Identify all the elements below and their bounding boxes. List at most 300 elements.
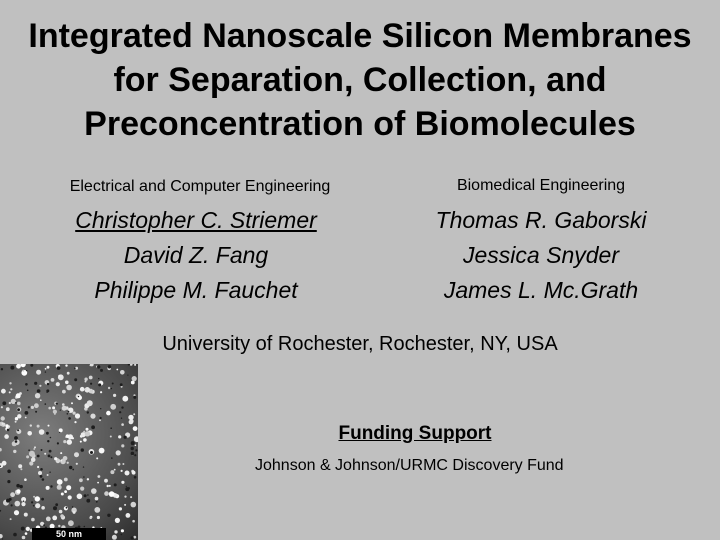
pore	[54, 457, 57, 460]
grain	[134, 454, 136, 456]
pore	[121, 529, 124, 532]
grain	[59, 432, 60, 433]
pore	[66, 485, 71, 490]
pore	[99, 419, 101, 421]
grain	[21, 527, 25, 531]
grain	[47, 383, 49, 385]
pore	[35, 503, 40, 508]
grain	[121, 406, 123, 408]
pore	[77, 395, 82, 400]
grain	[37, 389, 41, 393]
pore	[122, 463, 124, 465]
pore	[124, 504, 126, 506]
grain	[46, 432, 49, 435]
department-right: Biomedical Engineering	[456, 177, 626, 194]
grain	[7, 429, 10, 432]
pore	[133, 426, 138, 431]
pore	[65, 381, 69, 385]
pore	[104, 491, 109, 496]
pore	[17, 414, 21, 418]
grain	[6, 499, 10, 503]
pore	[31, 457, 36, 462]
grain	[68, 411, 70, 413]
pore	[36, 370, 41, 375]
pore	[22, 536, 26, 540]
pore	[135, 445, 137, 447]
pore	[124, 496, 126, 498]
grain	[11, 504, 13, 506]
grain	[27, 390, 29, 392]
grain	[90, 383, 92, 385]
grain	[47, 440, 49, 442]
pore	[97, 516, 100, 519]
grain	[14, 436, 18, 440]
grain	[119, 411, 121, 413]
grain	[67, 413, 69, 415]
pore	[14, 510, 19, 515]
pore	[83, 431, 85, 433]
grain	[50, 456, 52, 458]
membrane-micrograph	[0, 364, 138, 540]
pore	[61, 493, 64, 496]
pore	[34, 403, 39, 408]
grain	[111, 388, 113, 390]
grain	[40, 475, 43, 478]
author-right-1: Thomas R. Gaborski	[435, 207, 647, 233]
pore	[52, 406, 55, 409]
pore	[109, 491, 115, 497]
slide-title	[0, 14, 720, 146]
pore	[96, 457, 98, 459]
pore	[33, 496, 35, 498]
pore	[24, 513, 28, 517]
pore	[60, 452, 62, 454]
grain	[49, 450, 52, 453]
grain	[15, 440, 18, 443]
grain	[31, 501, 33, 503]
pore	[116, 369, 118, 371]
pore	[47, 474, 49, 476]
grain	[28, 406, 30, 408]
pore	[15, 421, 17, 423]
pore	[20, 364, 25, 367]
pore	[26, 527, 30, 531]
pore	[33, 448, 35, 450]
pore	[57, 485, 62, 490]
grain	[26, 370, 27, 371]
funding-heading: Funding Support	[338, 423, 492, 444]
grain	[128, 364, 130, 366]
pore	[110, 470, 114, 474]
title-line-1: Integrated Nanoscale Silicon Membranes	[28, 17, 692, 55]
pore	[16, 489, 20, 493]
pore	[132, 520, 135, 523]
grain	[90, 451, 93, 454]
pore	[68, 495, 72, 499]
pore	[74, 452, 79, 457]
pore	[66, 385, 72, 391]
grain	[66, 507, 68, 509]
pore	[45, 368, 47, 370]
pore	[131, 381, 135, 385]
grain	[7, 470, 11, 474]
grain	[16, 484, 20, 488]
pore	[16, 364, 21, 369]
pore	[80, 387, 85, 392]
pore	[39, 385, 41, 387]
pore	[46, 486, 50, 490]
pore	[130, 496, 132, 498]
pore	[9, 382, 11, 384]
pore	[58, 525, 60, 527]
grain	[40, 468, 43, 471]
author-left-2: David Z. Fang	[123, 242, 269, 268]
pore	[4, 434, 9, 439]
grain	[23, 501, 24, 502]
pore	[1, 389, 6, 394]
pore	[87, 478, 89, 480]
pore	[71, 402, 73, 404]
grain	[131, 536, 134, 539]
pore	[60, 460, 62, 462]
grain	[91, 425, 95, 429]
pore	[14, 501, 20, 507]
pore	[41, 506, 45, 510]
pore	[90, 414, 95, 419]
pore	[51, 378, 55, 382]
pore	[59, 510, 63, 514]
pore	[62, 406, 67, 411]
pore	[9, 402, 11, 404]
grain	[121, 534, 123, 536]
pore	[40, 399, 42, 401]
pore	[25, 532, 28, 535]
pore	[99, 448, 105, 454]
pore	[24, 478, 27, 481]
pore	[48, 407, 51, 410]
pore	[64, 490, 67, 493]
grain	[60, 410, 61, 411]
author-left-3: Philippe M. Fauchet	[94, 277, 298, 303]
pore	[108, 387, 110, 389]
pore	[0, 448, 2, 452]
pore	[20, 468, 22, 470]
pore	[57, 479, 63, 485]
pore	[58, 375, 60, 377]
pore	[134, 436, 138, 442]
pore	[16, 393, 21, 398]
pore	[134, 364, 136, 366]
grain	[87, 494, 89, 496]
pore	[121, 444, 124, 447]
grain	[37, 455, 40, 458]
grain	[110, 427, 112, 429]
pore	[121, 470, 123, 472]
pore	[10, 492, 15, 497]
grain	[107, 514, 110, 517]
grain	[83, 476, 85, 478]
pore	[22, 370, 24, 372]
pore	[133, 413, 135, 415]
grain	[69, 466, 72, 469]
pore	[35, 496, 40, 501]
grain	[114, 483, 117, 486]
pore	[46, 517, 51, 522]
author-left-1: Christopher C. Striemer	[75, 207, 317, 233]
pore	[110, 404, 116, 410]
pore	[13, 450, 16, 453]
pore	[89, 376, 93, 380]
grain	[48, 455, 51, 458]
pore	[77, 494, 83, 500]
grain	[108, 365, 111, 368]
grain	[1, 368, 3, 370]
grain	[131, 452, 135, 456]
grain	[125, 487, 129, 491]
grain	[98, 378, 99, 379]
pore	[97, 482, 99, 484]
grain	[57, 366, 61, 370]
pore	[31, 518, 35, 522]
pore	[119, 507, 122, 510]
grain	[72, 506, 73, 507]
pore	[125, 471, 130, 476]
grain	[55, 503, 58, 506]
pore	[35, 393, 40, 398]
pore	[38, 471, 42, 475]
pore	[10, 518, 12, 520]
pore	[76, 463, 78, 465]
grain	[100, 417, 102, 419]
pore	[75, 413, 80, 418]
grain	[45, 403, 47, 405]
grain	[35, 411, 37, 413]
pore	[89, 517, 92, 520]
pore	[67, 439, 72, 444]
affiliation: University of Rochester, Rochester, NY, USA	[162, 333, 558, 355]
pore	[114, 530, 117, 533]
pore	[74, 421, 76, 423]
pore	[85, 381, 87, 383]
department-left: Electrical and Computer Engineering	[69, 178, 331, 195]
grain	[96, 501, 98, 503]
pore	[59, 428, 63, 432]
pore	[64, 478, 68, 482]
pore	[85, 431, 90, 436]
grain	[10, 366, 14, 370]
pore	[113, 394, 116, 397]
pore	[0, 534, 3, 538]
pore	[52, 516, 57, 521]
pore	[68, 520, 74, 526]
pore	[37, 466, 39, 468]
pore	[27, 431, 32, 436]
grain	[49, 472, 50, 473]
grain	[2, 538, 3, 539]
pore	[131, 502, 137, 508]
grain	[97, 365, 100, 368]
grain	[111, 457, 113, 459]
pore	[29, 461, 33, 465]
pore	[83, 438, 87, 442]
title-line-3: Preconcentration of Biomolecules	[84, 105, 636, 143]
pore	[26, 455, 29, 458]
pore	[129, 420, 134, 425]
grain	[43, 524, 45, 526]
pore	[21, 502, 25, 506]
pore	[80, 487, 84, 491]
pore	[91, 488, 97, 494]
author-right-3: James L. Mc.Grath	[443, 277, 639, 303]
pore	[132, 376, 137, 381]
grain	[50, 485, 52, 487]
grain	[17, 408, 20, 411]
pore	[73, 511, 76, 514]
authors-right	[380, 203, 702, 308]
author-right-2: Jessica Snyder	[463, 242, 619, 268]
pore	[31, 406, 34, 409]
grain	[81, 448, 84, 451]
pore	[1, 416, 5, 420]
pore	[126, 513, 131, 518]
grain	[131, 441, 135, 445]
pore	[1, 406, 3, 408]
funding-body: Johnson & Johnson/URMC Discovery Fund	[255, 457, 564, 474]
pore	[9, 391, 11, 393]
grain	[17, 429, 19, 431]
pore	[67, 462, 69, 464]
grain	[2, 401, 6, 405]
pore	[116, 450, 121, 455]
grain	[46, 391, 48, 393]
pore	[94, 507, 100, 513]
pore	[98, 475, 101, 478]
pore	[5, 424, 8, 427]
pore	[48, 425, 50, 427]
pore	[17, 402, 21, 406]
pore	[37, 425, 40, 428]
grain	[87, 411, 89, 413]
pore	[67, 372, 70, 375]
pore	[85, 388, 87, 390]
pore	[120, 370, 125, 375]
grain	[0, 510, 1, 512]
pore	[115, 518, 120, 523]
pore	[106, 411, 111, 416]
grain	[100, 369, 103, 372]
grain	[15, 402, 17, 404]
grain	[131, 447, 134, 450]
grain	[126, 486, 127, 487]
micrograph-pores	[0, 364, 138, 540]
pore	[110, 436, 112, 438]
pore	[86, 428, 89, 431]
grain	[41, 449, 43, 451]
pore	[29, 451, 35, 457]
grain	[45, 371, 46, 372]
pore	[62, 390, 66, 394]
grain	[74, 368, 76, 370]
pore	[66, 434, 70, 438]
grain	[30, 364, 33, 367]
pore	[60, 514, 64, 518]
pore	[109, 485, 111, 487]
pore	[112, 535, 117, 540]
pore	[25, 417, 27, 419]
grain	[134, 476, 137, 479]
pore	[122, 396, 128, 402]
grain	[121, 418, 122, 419]
grain	[20, 485, 23, 488]
pore	[100, 391, 102, 393]
grain	[13, 533, 17, 537]
grain	[98, 383, 101, 386]
grain	[133, 396, 136, 399]
authors-left	[0, 203, 392, 308]
pore	[10, 388, 12, 390]
grain	[68, 417, 71, 420]
grain	[124, 436, 127, 439]
pore	[34, 446, 36, 448]
grain	[84, 494, 87, 497]
pore	[11, 399, 16, 404]
grain	[112, 383, 114, 385]
pore	[53, 410, 57, 414]
pore	[95, 497, 99, 501]
pore	[2, 423, 4, 425]
pore	[47, 366, 50, 369]
grain	[34, 382, 37, 385]
pore	[39, 429, 45, 435]
pore	[104, 479, 108, 483]
pore	[121, 481, 124, 484]
pore	[18, 464, 22, 468]
pore	[80, 441, 82, 443]
pore	[56, 382, 60, 386]
pore	[63, 456, 68, 461]
pore	[128, 415, 133, 420]
grain	[78, 396, 79, 397]
grain	[83, 466, 84, 467]
pore	[118, 435, 121, 438]
grain	[53, 506, 57, 510]
pore	[44, 453, 46, 455]
pore	[114, 469, 116, 471]
pore	[73, 412, 76, 415]
grain	[25, 383, 28, 386]
grain	[28, 449, 30, 451]
grain	[127, 375, 128, 376]
grain	[25, 411, 29, 415]
scale-bar: 50 nm	[32, 528, 106, 540]
pore	[62, 403, 65, 406]
grain	[56, 403, 58, 405]
pore	[121, 423, 124, 426]
pore	[63, 440, 66, 443]
pore	[87, 400, 93, 406]
grain	[57, 442, 59, 444]
pore	[65, 364, 67, 366]
grain	[72, 469, 74, 471]
grain	[74, 378, 77, 381]
pore	[79, 478, 83, 482]
grain	[33, 505, 35, 507]
pore	[30, 424, 32, 426]
pore	[84, 378, 87, 381]
grain	[100, 408, 101, 409]
grain	[135, 449, 137, 451]
grain	[50, 437, 52, 439]
